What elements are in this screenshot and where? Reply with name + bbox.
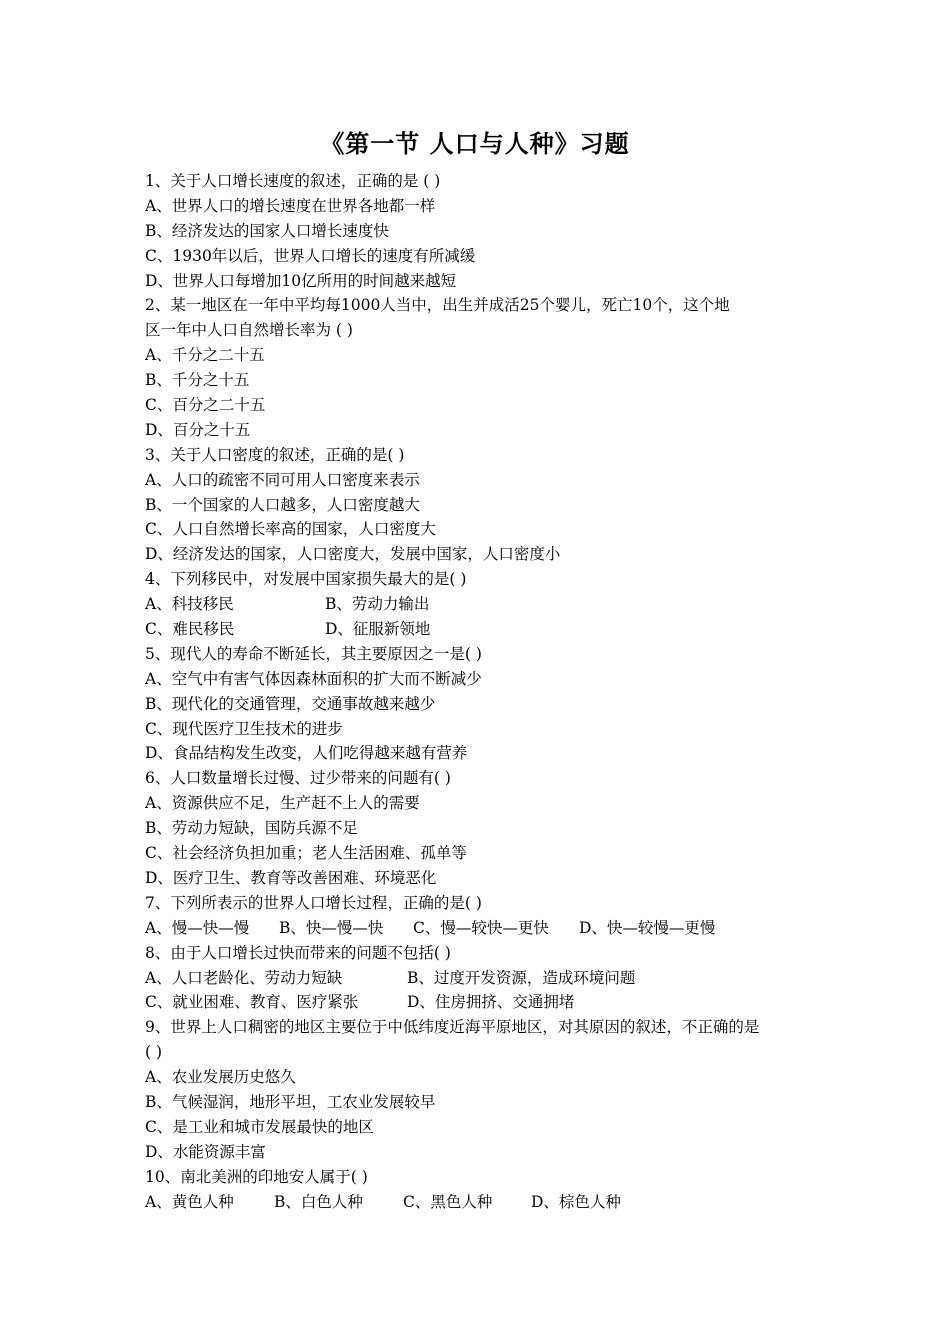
question-2-stem-line-2: 区一年中人口自然增长率为 ( ) (145, 321, 353, 340)
question-4-option-b: B、劳动力输出 (325, 595, 430, 614)
question-8-options-row-2 (145, 990, 820, 1015)
question-3-option-d: D、经济发达的国家，人口密度大，发展中国家，人口密度小 (145, 545, 561, 564)
question-10-option-b: B、白色人种 (274, 1192, 363, 1211)
question-5-option-d: D、食品结构发生改变，人们吃得越来越有营养 (145, 744, 468, 763)
question-9-option-a: A、农业发展历史悠久 (145, 1068, 296, 1087)
question-7-option-b: B、快—慢—快 (279, 918, 384, 937)
question-5-stem: 5、现代人的寿命不断延长，其主要原因之一是( ) (145, 644, 482, 663)
question-7-option-d: D、快—较慢—更慢 (579, 918, 716, 937)
question-2-stem-line-1: 2、某一地区在一年中平均每1000人当中，出生并成活25个婴儿，死亡10个，这个地 (145, 296, 730, 315)
question-8-stem: 8、由于人口增长过快而带来的问题不包括( ) (145, 943, 451, 962)
question-10-options-row (145, 1190, 820, 1215)
question-4-options-row-1 (145, 592, 820, 617)
question-1-stem: 1、关于人口增长速度的叙述，正确的是 ( ) (145, 172, 441, 190)
question-10-option-d: D、棕色人种 (531, 1192, 621, 1211)
question-4-option-c: C、难民移民 (145, 620, 235, 639)
question-4-options-row-2 (145, 617, 820, 642)
question-8-option-a: A、人口老龄化、劳动力短缺 (145, 968, 343, 987)
question-9-option-b: B、气候湿润，地形平坦，工农业发展较早 (145, 1092, 436, 1111)
question-6-option-c: C、社会经济负担加重；老人生活困难、孤单等 (145, 844, 467, 863)
question-9-option-c: C、是工业和城市发展最快的地区 (145, 1117, 374, 1136)
question-3-option-b: B、一个国家的人口越多，人口密度越大 (145, 495, 420, 514)
question-7-option-c: C、慢—较快—更快 (413, 918, 549, 937)
question-1-option-c: C、1930年以后，世界人口增长的速度有所减缓 (145, 246, 476, 265)
question-7-option-a: A、慢—快—慢 (145, 918, 250, 937)
question-8-option-c: C、就业困难、教育、医疗紧张 (145, 993, 359, 1012)
questions-list (145, 169, 820, 1214)
question-8-option-b: B、过度开发资源，造成环境问题 (407, 968, 636, 987)
question-3-stem: 3、关于人口密度的叙述，正确的是( ) (145, 445, 405, 464)
question-2-option-c: C、百分之二十五 (145, 396, 266, 415)
question-5-option-c: C、现代医疗卫生技术的进步 (145, 719, 343, 738)
question-8-options-row-1 (145, 966, 820, 991)
question-3-option-a: A、人口的疏密不同可用人口密度来表示 (145, 470, 420, 489)
question-10-stem: 10、南北美洲的印地安人属于( ) (145, 1167, 368, 1186)
question-1-option-d: D、世界人口每增加10亿所用的时间越来越短 (145, 271, 457, 290)
question-6-option-d: D、医疗卫生、教育等改善困难、环境恶化 (145, 868, 437, 887)
question-6-option-b: B、劳动力短缺，国防兵源不足 (145, 819, 358, 838)
question-9-stem-line-2: ( ) (145, 1043, 163, 1062)
page-title: 《第一节 人口与人种》习题 (320, 129, 630, 158)
question-1-option-a: A、世界人口的增长速度在世界各地都一样 (145, 196, 436, 215)
question-4-option-a: A、科技移民 (145, 595, 234, 614)
question-8-option-d: D、住房拥挤、交通拥堵 (407, 993, 575, 1012)
question-2-option-d: D、百分之十五 (145, 420, 251, 439)
question-4-stem: 4、下列移民中，对发展中国家损失最大的是( ) (145, 570, 467, 589)
question-7-stem: 7、下列所表示的世界人口增长过程，正确的是( ) (145, 893, 482, 912)
question-5-option-b: B、现代化的交通管理，交通事故越来越少 (145, 694, 436, 713)
question-6-option-a: A、资源供应不足，生产赶不上人的需要 (145, 794, 420, 813)
question-5-option-a: A、空气中有害气体因森林面积的扩大而不断减少 (145, 669, 482, 688)
question-2-option-a: A、千分之二十五 (145, 346, 265, 365)
question-9-stem-line-1: 9、世界上人口稠密的地区主要位于中低纬度近海平原地区，对其原因的叙述，不正确的是 (145, 1018, 760, 1037)
question-10-option-a: A、黄色人种 (145, 1192, 234, 1211)
question-1-option-b: B、经济发达的国家人口增长速度快 (145, 221, 389, 240)
question-3-option-c: C、人口自然增长率高的国家，人口密度大 (145, 520, 436, 539)
question-7-options-row (145, 916, 820, 941)
question-6-stem: 6、人口数量增长过慢、过少带来的问题有( ) (145, 769, 451, 788)
question-9-option-d: D、水能资源丰富 (145, 1142, 266, 1161)
question-10-option-c: C、黑色人种 (403, 1192, 493, 1211)
question-4-option-d: D、征服新领地 (325, 620, 431, 639)
question-2-option-b: B、千分之十五 (145, 371, 250, 390)
